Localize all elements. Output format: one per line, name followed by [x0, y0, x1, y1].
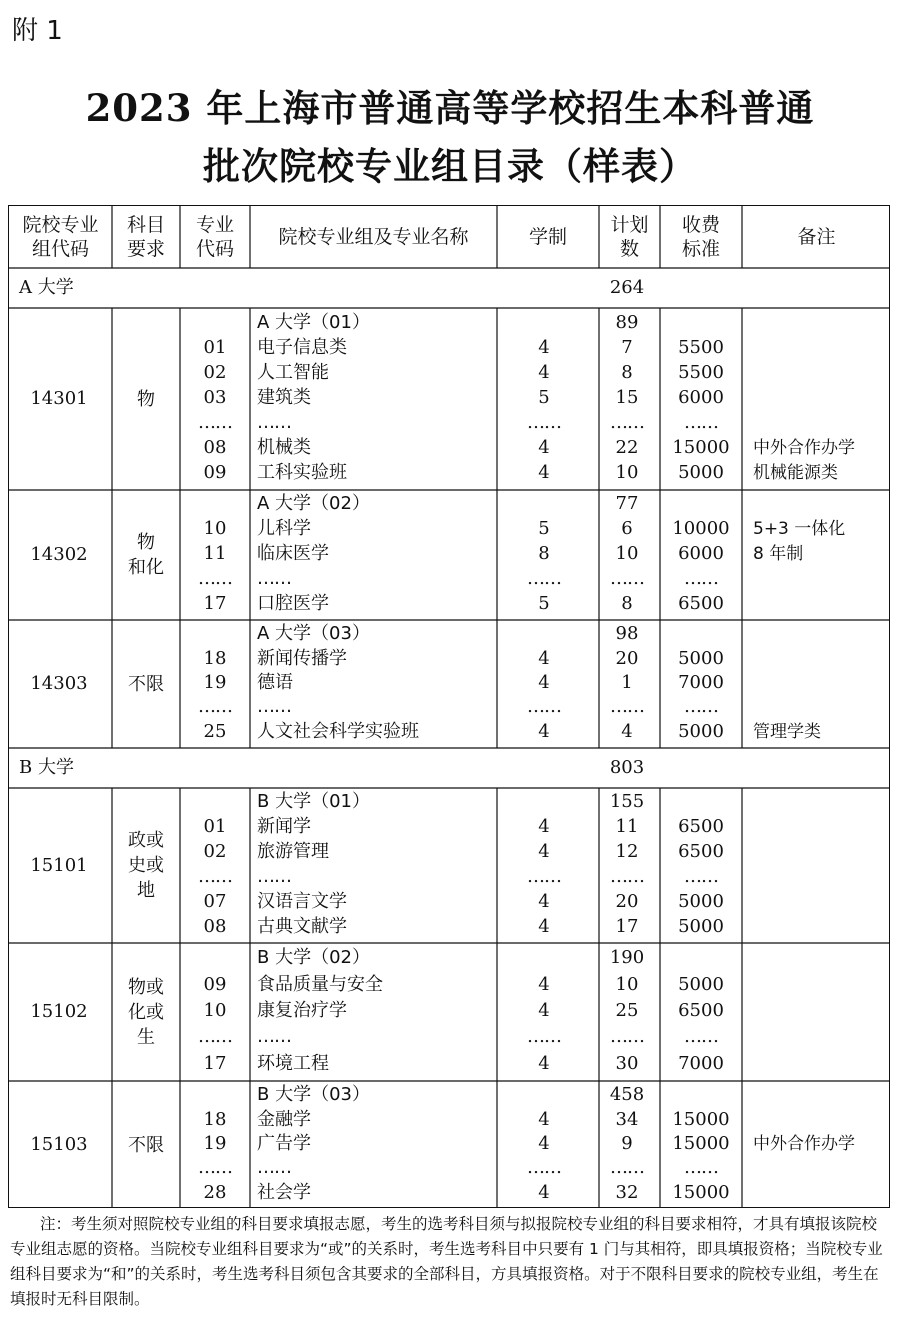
- tuition-fee: 6000: [678, 387, 724, 408]
- plan-count: 32: [615, 1181, 639, 1203]
- header-subject-req: 科目 要求: [126, 214, 165, 260]
- plan-count: 20: [615, 647, 639, 669]
- plan-count: 77: [615, 493, 639, 515]
- major-name: 电子信息类: [257, 336, 347, 358]
- duration: 4: [538, 841, 550, 863]
- major-name: ……: [257, 865, 291, 887]
- major-code: 19: [203, 1133, 227, 1154]
- plan-count: 190: [609, 947, 645, 969]
- group-name: B 大学（02）: [257, 947, 370, 969]
- duration: 4: [538, 437, 550, 459]
- plan-count: 20: [615, 890, 639, 912]
- major-code: 03: [203, 387, 227, 408]
- plan-count: 7: [621, 336, 633, 358]
- major-code: ……: [198, 696, 232, 718]
- tuition-fee: 15000: [672, 1133, 730, 1154]
- remark: 机械能源类: [753, 463, 838, 484]
- major-code: ……: [198, 567, 232, 589]
- major-name: 环境工程: [257, 1052, 329, 1074]
- duration: ……: [527, 567, 561, 589]
- plan-count: ……: [610, 865, 644, 887]
- duration: 4: [538, 1181, 550, 1203]
- plan-count: 10: [615, 462, 639, 484]
- major-code: 01: [203, 816, 227, 838]
- subject-requirement: [112, 308, 180, 490]
- major-name: 汉语言文学: [257, 890, 347, 912]
- major-code: 02: [203, 841, 227, 863]
- duration: 4: [538, 1108, 550, 1130]
- major-code: 18: [203, 1108, 227, 1130]
- tuition-fee: 6000: [678, 543, 724, 564]
- appendix-label: 附 1: [12, 16, 63, 46]
- major-name: 人工智能: [257, 361, 329, 383]
- tuition-fee: ……: [684, 696, 718, 718]
- tuition-fee: 5000: [678, 462, 724, 484]
- tuition-fee: 10000: [672, 518, 730, 540]
- tuition-fee: 5000: [678, 915, 724, 937]
- duration: ……: [527, 412, 561, 434]
- group-code: 15103: [30, 1134, 88, 1155]
- major-code: 09: [203, 462, 227, 484]
- major-code: 28: [203, 1181, 227, 1203]
- tuition-fee: ……: [684, 1026, 718, 1048]
- subject-requirement-text: 物或 化或 生: [128, 976, 164, 1048]
- major-name: 康复治疗学: [257, 1000, 347, 1021]
- group-code: 14301: [30, 388, 88, 409]
- plan-count: 6: [621, 518, 633, 540]
- page-title-line-1: 2023 年上海市普通高等学校招生本科普通: [85, 86, 815, 130]
- major-code: 11: [203, 543, 227, 564]
- subject-requirement-text: 政或 史或 地: [128, 830, 164, 901]
- group-code: 15101: [30, 854, 88, 876]
- duration: 5: [538, 518, 550, 540]
- major-group-table: [8, 205, 890, 1208]
- duration: 4: [538, 890, 550, 912]
- duration: ……: [527, 696, 561, 718]
- tuition-fee: ……: [684, 567, 718, 589]
- duration: 4: [538, 720, 550, 742]
- major-code: 25: [203, 720, 227, 742]
- major-name: 工科实验班: [257, 462, 347, 484]
- major-code: 01: [203, 336, 227, 358]
- plan-count: 10: [615, 543, 639, 564]
- group-name: A 大学（01）: [257, 311, 370, 333]
- subject-requirement-text: 物: [137, 388, 155, 410]
- plan-count: 30: [615, 1052, 639, 1074]
- major-code: 10: [203, 518, 227, 540]
- major-name: 旅游管理: [257, 841, 329, 863]
- footnote: 注：考生须对照院校专业组的科目要求填报志愿，考生的选考科目须与拟报院校专业组的科目要求相符，才具有填报该院校专业组志愿的资格。当院校专业组科目要求为“或”的关系时，考生选考科目中只要有 1 门与其相符，即具填报资格；当院校专业组科目要求为“和”的关系时，考生选考科目须包含其要求的全部科目，方具填报资格。对于不限科目要求的院校专业组，考生在填报时无科目限制。: [10, 1215, 883, 1308]
- major-name: 口腔医学: [257, 592, 329, 614]
- tuition-fee: ……: [684, 865, 718, 887]
- duration: 4: [538, 1052, 550, 1074]
- major-name: ……: [257, 1026, 291, 1048]
- duration: ……: [527, 865, 561, 887]
- group-name: B 大学（03）: [257, 1084, 370, 1106]
- major-code: ……: [198, 865, 232, 887]
- major-name: 新闻传播学: [257, 647, 347, 669]
- duration: 4: [538, 462, 550, 484]
- group-name: A 大学（02）: [257, 493, 370, 515]
- tuition-fee: 7000: [678, 1052, 724, 1074]
- header-note: 备注: [797, 226, 836, 248]
- tuition-fee: 6500: [678, 816, 724, 838]
- group-name: A 大学（03）: [257, 623, 370, 645]
- major-code: 17: [203, 592, 227, 614]
- major-code: ……: [198, 412, 232, 434]
- tuition-fee: ……: [684, 412, 718, 434]
- major-code: ……: [198, 1157, 232, 1179]
- university-total: 803: [609, 757, 645, 778]
- remark: 中外合作办学: [753, 1134, 855, 1154]
- major-code: 02: [203, 361, 227, 383]
- subject-requirement-text: 不限: [128, 1134, 164, 1156]
- major-code: 18: [203, 647, 227, 669]
- duration: 4: [538, 1133, 550, 1154]
- remark: 8 年制: [753, 544, 804, 564]
- major-name: 德语: [257, 672, 293, 693]
- subject-requirement: [112, 1081, 180, 1209]
- tuition-fee: 5500: [678, 361, 724, 383]
- subject-requirement: [112, 490, 180, 620]
- tuition-fee: 15000: [672, 1181, 730, 1203]
- duration: ……: [527, 1026, 561, 1048]
- university-name: A 大学: [19, 277, 74, 298]
- duration: ……: [527, 1157, 561, 1179]
- major-code: 19: [203, 672, 227, 693]
- major-name: 食品质量与安全: [257, 973, 383, 995]
- plan-count: ……: [610, 567, 644, 589]
- tuition-fee: 7000: [678, 672, 724, 693]
- remark: 中外合作办学: [753, 438, 855, 459]
- plan-count: 155: [609, 791, 645, 813]
- major-code: 10: [203, 1000, 227, 1021]
- major-code: 08: [203, 915, 227, 937]
- plan-count: 1: [621, 672, 633, 693]
- major-code: 07: [203, 890, 227, 912]
- major-name: 金融学: [257, 1108, 311, 1130]
- plan-count: 4: [621, 720, 633, 742]
- major-name: 人文社会科学实验班: [257, 720, 419, 742]
- tuition-fee: 6500: [678, 592, 724, 614]
- major-name: ……: [257, 412, 291, 434]
- tuition-fee: 15000: [672, 437, 730, 459]
- major-code: 08: [203, 437, 227, 459]
- subject-requirement: [112, 620, 180, 748]
- plan-count: 9: [621, 1133, 633, 1154]
- group-name: B 大学（01）: [257, 791, 370, 813]
- header-duration: 学制: [528, 226, 567, 248]
- major-code: ……: [198, 1026, 232, 1048]
- plan-count: 458: [609, 1084, 645, 1106]
- duration: 5: [538, 592, 550, 614]
- header-plan: 计划 数: [610, 214, 649, 260]
- plan-count: 98: [615, 623, 639, 645]
- plan-count: 11: [615, 816, 639, 838]
- tuition-fee: 5000: [678, 720, 724, 742]
- major-name: 临床医学: [257, 543, 329, 564]
- tuition-fee: 5000: [678, 973, 724, 995]
- plan-count: ……: [610, 412, 644, 434]
- plan-count: 10: [615, 973, 639, 995]
- major-name: ……: [257, 1157, 291, 1179]
- tuition-fee: 5500: [678, 336, 724, 358]
- header-name: 院校专业组及专业名称: [278, 226, 469, 248]
- plan-count: ……: [610, 696, 644, 718]
- major-code: 17: [203, 1052, 227, 1074]
- duration: 4: [538, 816, 550, 838]
- major-name: 建筑类: [257, 387, 311, 408]
- duration: 4: [538, 915, 550, 937]
- duration: 4: [538, 973, 550, 995]
- remark: 5+3 一体化: [753, 519, 846, 540]
- major-name: ……: [257, 567, 291, 589]
- tuition-fee: 5000: [678, 647, 724, 669]
- university-total: 264: [609, 277, 645, 298]
- major-name: 广告学: [257, 1133, 311, 1154]
- plan-count: 25: [615, 1000, 639, 1021]
- group-code: 14302: [30, 544, 88, 565]
- group-code: 14303: [30, 673, 88, 694]
- major-name: 儿科学: [257, 518, 311, 540]
- major-name: ……: [257, 696, 291, 718]
- tuition-fee: 5000: [678, 890, 724, 912]
- plan-count: 15: [615, 387, 639, 408]
- duration: 4: [538, 1000, 550, 1021]
- group-code: 15102: [30, 1001, 88, 1022]
- page-title-line-2: 批次院校专业组目录（样表）: [203, 144, 697, 188]
- tuition-fee: 6500: [678, 1000, 724, 1021]
- subject-requirement: [112, 943, 180, 1081]
- plan-count: ……: [610, 1157, 644, 1179]
- major-name: 机械类: [257, 437, 311, 459]
- plan-count: 22: [615, 437, 639, 459]
- header-major-code: 专业 代码: [195, 214, 234, 260]
- major-name: 社会学: [257, 1181, 311, 1203]
- plan-count: 34: [615, 1108, 639, 1130]
- subject-requirement: [112, 788, 180, 943]
- major-name: 古典文献学: [257, 915, 347, 937]
- subject-requirement-text: 物 和化: [128, 532, 164, 578]
- remark: 管理学类: [753, 721, 821, 742]
- university-name: B 大学: [19, 757, 74, 778]
- major-code: 09: [203, 973, 227, 995]
- duration: 5: [538, 387, 550, 408]
- tuition-fee: 6500: [678, 841, 724, 863]
- header-fee: 收费 标准: [681, 214, 720, 260]
- tuition-fee: ……: [684, 1157, 718, 1179]
- plan-count: 8: [621, 361, 633, 383]
- duration: 8: [538, 543, 550, 564]
- plan-count: 17: [615, 915, 639, 937]
- plan-count: 8: [621, 592, 633, 614]
- major-name: 新闻学: [257, 816, 311, 838]
- tuition-fee: 15000: [672, 1108, 730, 1130]
- duration: 4: [538, 361, 550, 383]
- duration: 4: [538, 672, 550, 693]
- duration: 4: [538, 647, 550, 669]
- duration: 4: [538, 336, 550, 358]
- plan-count: 12: [615, 841, 639, 863]
- subject-requirement-text: 不限: [128, 673, 164, 695]
- plan-count: ……: [610, 1026, 644, 1048]
- header-group-code: 院校专业 组代码: [22, 214, 99, 260]
- plan-count: 89: [615, 311, 639, 333]
